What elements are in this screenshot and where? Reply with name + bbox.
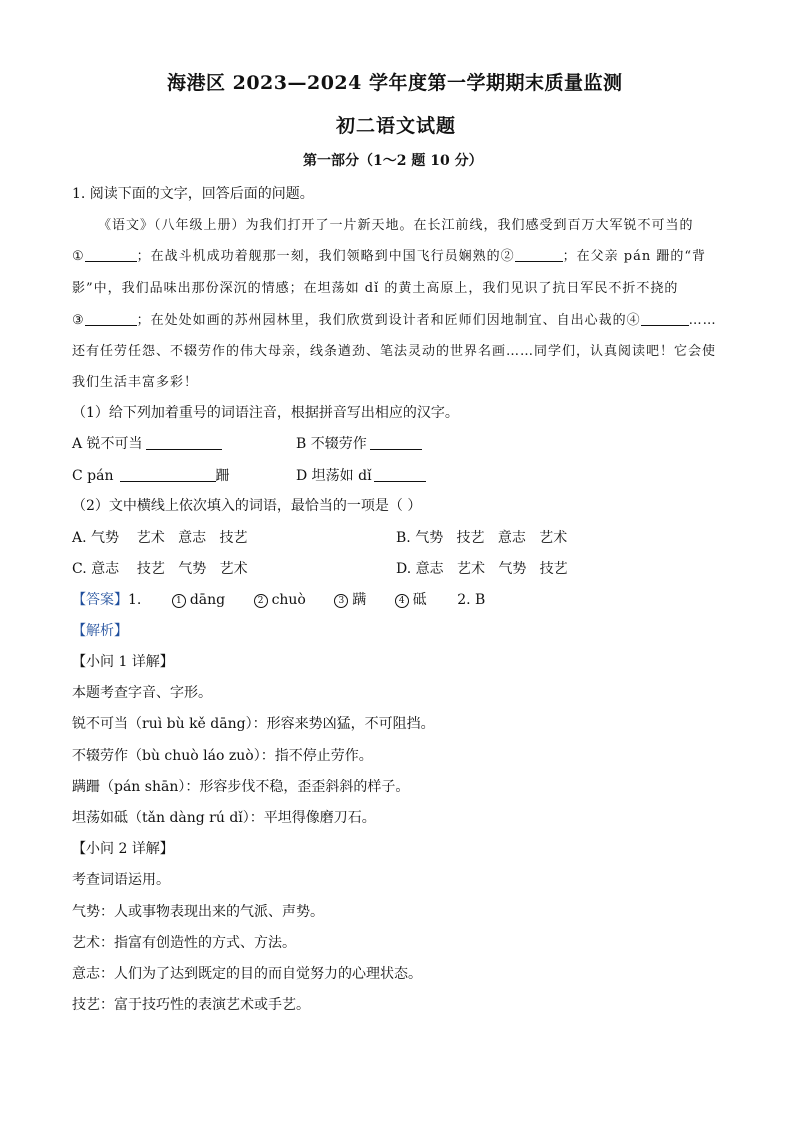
choice-c: C. 意志 技艺 气势 艺术 (72, 561, 248, 577)
option-b: B 不辍劳作 (296, 433, 422, 453)
answer-blank (85, 311, 137, 326)
analysis-text: 气势：人或事物表现出来的气派、声势。 (72, 904, 324, 920)
passage-line: 《语文》（八年级上册）为我们打开了一片新天地。在长江前线，我们感受到百万大军锐不可当的 (98, 218, 694, 233)
passage-line: 还有任劳任怨、不辍劳作的伟大母亲，线条遒劲、笔法灵动的世界名画……同学们，认真阅读吧！它会使 (72, 344, 717, 359)
section-heading: 第一部分（1～2 题 10 分） (303, 153, 483, 169)
option-a: A 锐不可当 (72, 433, 222, 453)
circled-number-icon: 1 (172, 594, 186, 608)
passage-line: ① ；在战斗机成功着舰那一刻，我们领略到中国飞行员娴熟的② ；在父亲 pán 跚的“背 (72, 249, 707, 264)
answer-label: 【答案】 (72, 592, 128, 608)
circled-number-icon: 3 (334, 594, 348, 608)
analysis-text: 锐不可当（ruì bù kě dāng）：形容来势凶猛，不可阻挡。 (72, 716, 435, 732)
question-intro: 1. 阅读下面的文字，回答后面的问题。 (72, 186, 314, 202)
circled-number-icon: 4 (395, 594, 409, 608)
analysis-text: 技艺：富于技巧性的表演艺术或手艺。 (72, 997, 310, 1013)
subquestion-2-prompt: （2）文中横线上依次填入的词语，最恰当的一项是（ ） (72, 498, 422, 514)
page-title: 海港区 2023—2024 学年度第一学期期末质量监测 (167, 72, 623, 94)
analysis-text: 蹒跚（pán shān）：形容步伐不稳，歪歪斜斜的样子。 (72, 779, 410, 795)
answer-line: 【答案】1. 1 dāng 2 chuò 3 蹒 4 砥 2. B (72, 592, 486, 608)
analysis-label: 【解析】 (72, 623, 128, 639)
answer-blank (370, 435, 422, 450)
option-c: C pán 跚 (72, 468, 230, 484)
answer-blank (120, 467, 216, 482)
subquestion-1-prompt: （1）给下列加着重号的词语注音，根据拼音写出相应的汉字。 (72, 405, 459, 421)
passage-line: 影”中，我们品味出那份深沉的情感；在坦荡如 dǐ 的黄土高原上，我们见识了抗日军民不折不挠的 (72, 281, 679, 296)
circled-number-icon: 2 (254, 594, 268, 608)
answer-blank (641, 311, 689, 326)
analysis-text: 不辍劳作（bù chuò láo zuò）：指不停止劳作。 (72, 748, 373, 764)
passage-line: ③ ；在处处如画的苏州园林里，我们欣赏到设计者和匠师们因地制宜、自出心裁的④ …… (72, 313, 717, 328)
choice-d: D. 意志 艺术 气势 技艺 (396, 561, 568, 577)
analysis-text: 考查词语运用。 (72, 872, 170, 888)
detail-heading: 【小问 2 详解】 (72, 841, 174, 857)
answer-blank (374, 467, 426, 482)
option-d: D 坦荡如 dǐ (296, 465, 426, 485)
analysis-text: 意志：人们为了达到既定的目的而自觉努力的心理状态。 (72, 966, 422, 982)
analysis-text: 坦荡如砥（tǎn dàng rú dǐ）：平坦得像磨刀石。 (72, 810, 376, 826)
analysis-text: 艺术：指富有创造性的方式、方法。 (72, 935, 296, 951)
analysis-text: 本题考查字音、字形。 (72, 685, 212, 701)
answer-blank (146, 435, 222, 450)
choice-b: B. 气势 技艺 意志 艺术 (396, 530, 568, 546)
page-subtitle: 初二语文试题 (336, 115, 457, 137)
detail-heading: 【小问 1 详解】 (72, 654, 174, 670)
answer-blank (85, 247, 137, 262)
choice-a: A. 气势 艺术 意志 技艺 (72, 530, 248, 546)
answer-blank (515, 247, 563, 262)
passage-line: 我们生活丰富多彩！ (72, 375, 199, 390)
